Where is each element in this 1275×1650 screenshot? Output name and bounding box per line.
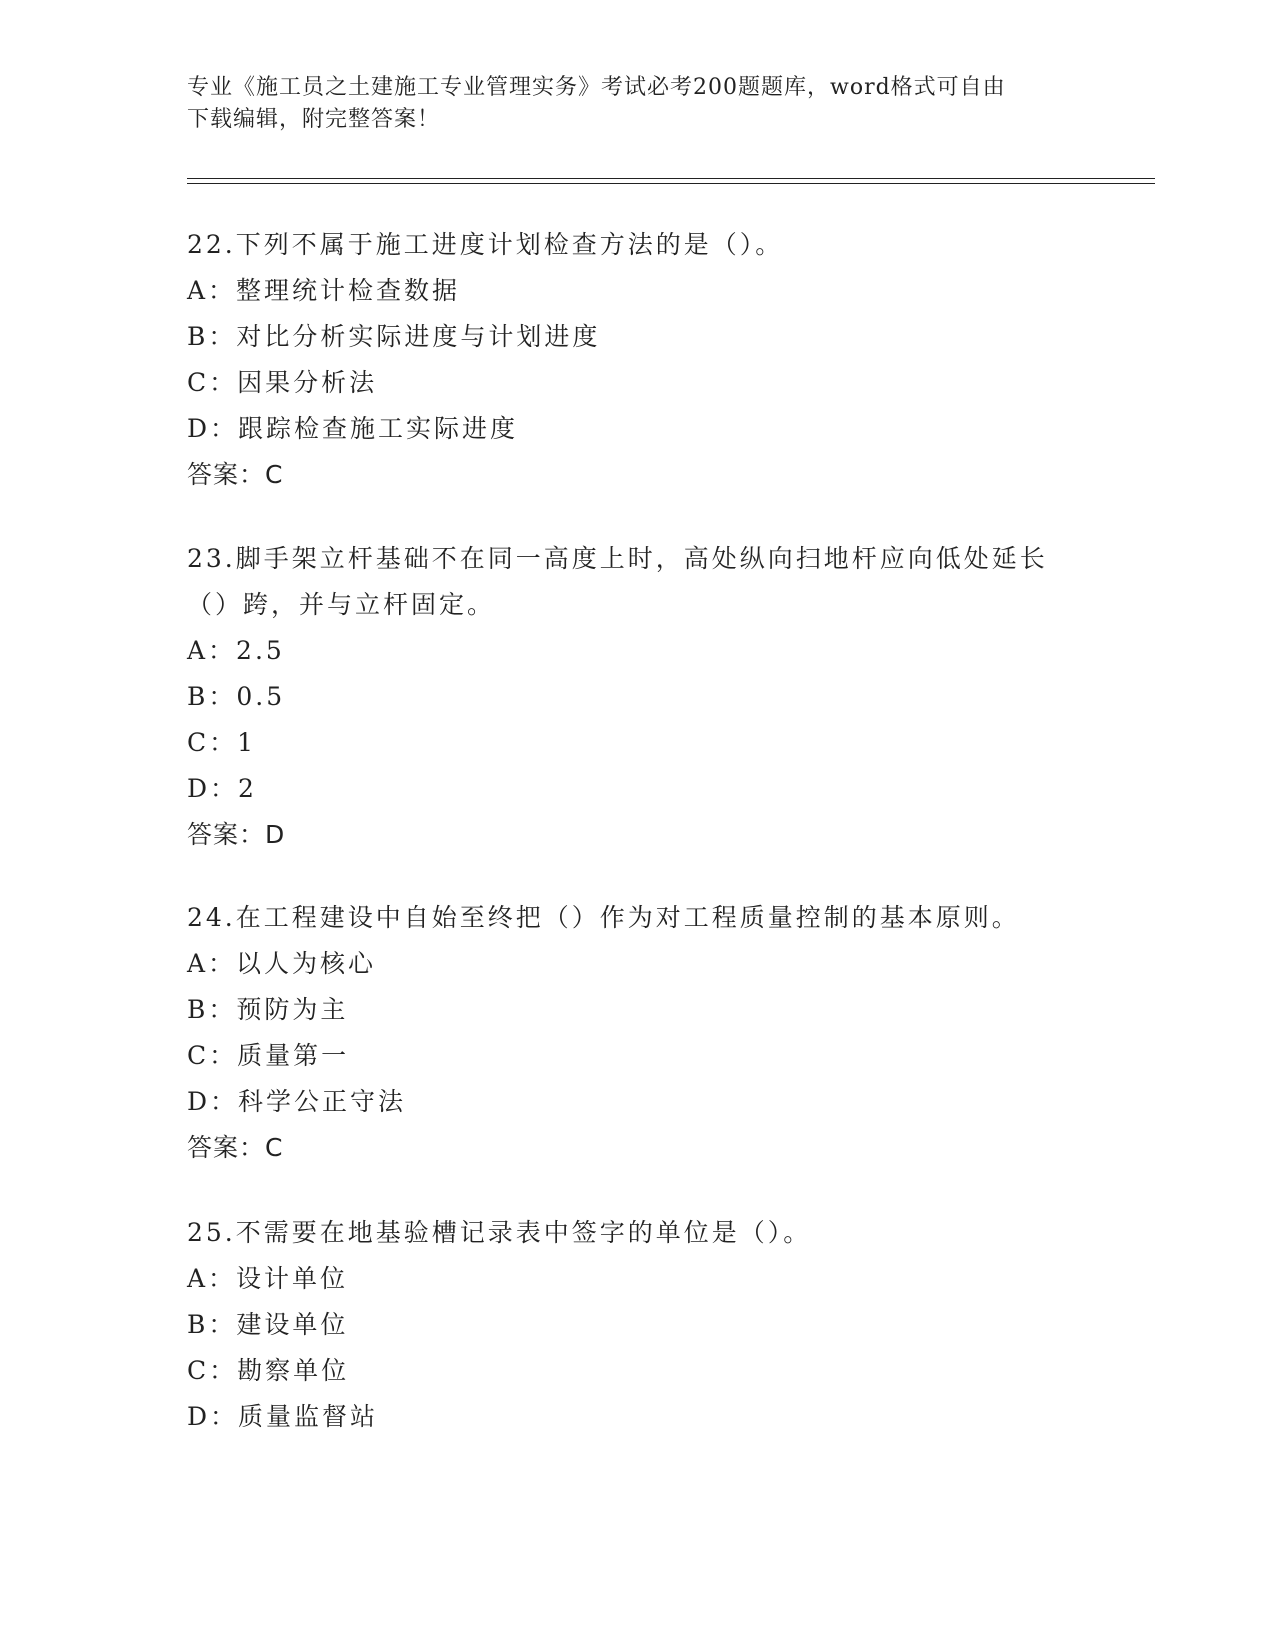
- header-line-1: 专业《施工员之土建施工专业管理实务》考试必考200题题库，word格式可自由: [187, 75, 1006, 100]
- option-c: C：因果分析法: [187, 368, 378, 397]
- document-header: [187, 72, 1067, 136]
- question-stem: 25.不需要在地基验槽记录表中签字的单位是（）。: [187, 1218, 812, 1247]
- option-b: B：对比分析实际进度与计划进度: [187, 322, 601, 351]
- question-stem: 23.脚手架立杆基础不在同一高度上时，高处纵向扫地杆应向低处延长: [187, 544, 1048, 573]
- header-line-2: 下载编辑，附完整答案！: [187, 107, 441, 132]
- option-d: D：跟踪检查施工实际进度: [187, 414, 519, 443]
- header-divider-bottom: [187, 183, 1155, 184]
- question-23: [187, 536, 1087, 858]
- question-stem: 22.下列不属于施工进度计划检查方法的是（）。: [187, 230, 784, 259]
- answer: 答案：D: [187, 820, 286, 849]
- option-b: B：建设单位: [187, 1310, 349, 1339]
- option-a: A：整理统计检查数据: [187, 276, 461, 305]
- option-a: A：以人为核心: [187, 949, 377, 978]
- option-a: A：2.5: [187, 636, 285, 665]
- answer: 答案：C: [187, 460, 284, 489]
- option-b: B：预防为主: [187, 995, 349, 1024]
- option-c: C：1: [187, 728, 257, 757]
- option-c: C：勘察单位: [187, 1356, 350, 1385]
- question-22: [187, 222, 1087, 498]
- option-a: A：设计单位: [187, 1264, 349, 1293]
- answer: 答案：C: [187, 1133, 284, 1162]
- option-c: C：质量第一: [187, 1041, 350, 1070]
- question-stem: 24.在工程建设中自始至终把（）作为对工程质量控制的基本原则。: [187, 903, 1020, 932]
- option-d: D：质量监督站: [187, 1402, 379, 1431]
- option-d: D：科学公正守法: [187, 1087, 407, 1116]
- question-24: [187, 895, 1087, 1171]
- option-b: B：0.5: [187, 682, 286, 711]
- option-d: D：2: [187, 774, 257, 803]
- question-stem-continued: （）跨，并与立杆固定。: [187, 590, 496, 619]
- header-divider-top: [187, 178, 1155, 179]
- question-25: [187, 1210, 1087, 1440]
